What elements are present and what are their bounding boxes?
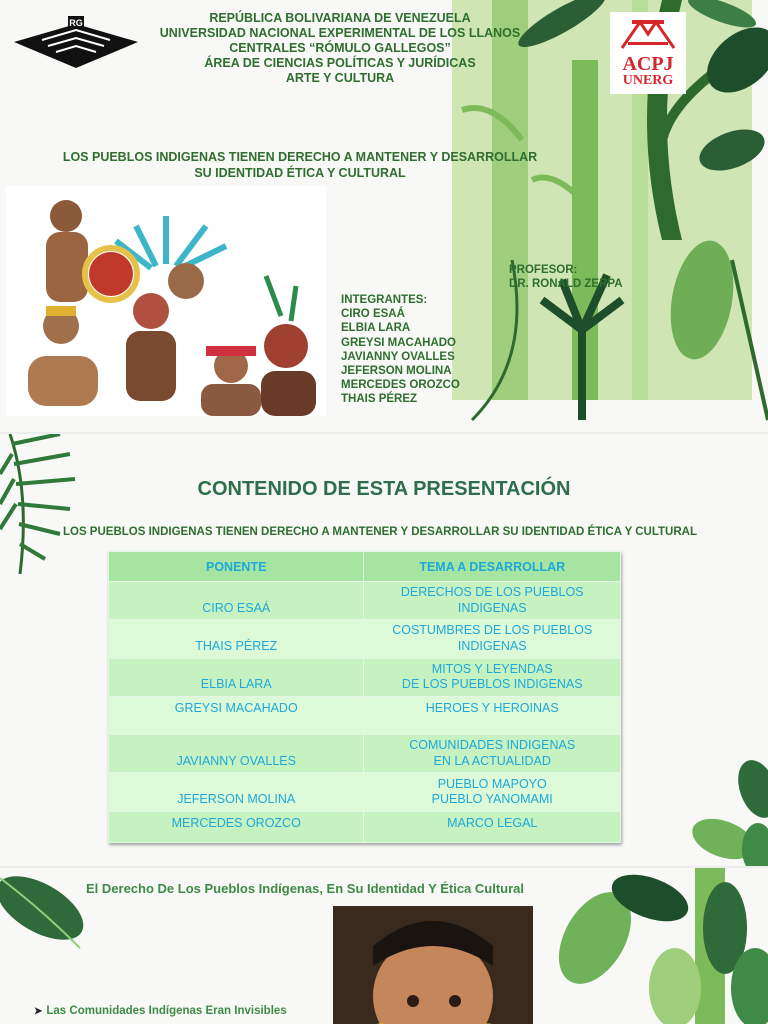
tema-cell [364, 811, 621, 842]
profesor-label: PROFESOR: [509, 264, 578, 276]
acpj-logo [610, 12, 686, 94]
contents-subtitle: LOS PUEBLOS INDIGENAS TIENEN DERECHO A MANTENER Y DESARROLLAR SU IDENTIDAD ÉTICA Y CULTURAL [62, 526, 698, 538]
tema-line: INDIGENAS [457, 638, 527, 653]
member-name: JAVIANNY OVALLES [341, 350, 455, 363]
acpj-acronym: ACPJ [622, 53, 674, 75]
leaf-icon [688, 759, 768, 866]
table-header-row [109, 552, 621, 582]
table-row [109, 696, 621, 734]
tema-line: HEROES Y HEROINAS [425, 700, 559, 715]
member-name: JEFERSON MOLINA [341, 365, 452, 378]
institution-header [140, 11, 540, 86]
acpj-logo-icon [618, 16, 678, 52]
column-header-ponente: PONENTE [109, 552, 364, 582]
ponente-cell: THAIS PÉREZ [109, 620, 364, 658]
tema-cell [364, 735, 621, 773]
table-row [109, 773, 621, 811]
member-name: MERCEDES OROZCO [341, 379, 460, 392]
indigenous-people-photo [6, 186, 326, 416]
tema-line: MARCO LEGAL [447, 815, 538, 830]
leaf-icon [0, 868, 100, 958]
tema-line: EN LA ACTUALIDAD [433, 753, 551, 768]
header-line: ÁREA DE CIENCIAS POLÍTICAS Y JURÍDICAS [204, 56, 476, 70]
leaf-icon [0, 434, 90, 574]
bullet-arrow-icon: ➤ [34, 1006, 43, 1017]
headline-line: SU IDENTIDAD ÉTICA Y CULTURAL [194, 166, 406, 180]
tema-cell [364, 658, 621, 696]
member-name: CIRO ESAÁ [341, 308, 405, 321]
column-header-tema: TEMA A DESARROLLAR [364, 552, 621, 582]
header-line: CENTRALES “RÓMULO GALLEGOS” [229, 41, 451, 55]
tema-cell [364, 696, 621, 734]
table-row [109, 620, 621, 658]
contents-table [108, 551, 621, 843]
acpj-institution: UNERG [622, 73, 674, 88]
integrantes-block [341, 293, 460, 407]
tema-line: PUEBLO MAPOYO [437, 776, 547, 791]
tema-line: INDIGENAS [457, 600, 527, 615]
tema-cell [364, 773, 621, 811]
svg-text:RG: RG [69, 18, 83, 28]
table-row [109, 658, 621, 696]
member-name: ELBIA LARA [341, 322, 411, 335]
ponente-cell: GREYSI MACAHADO [109, 696, 364, 734]
tema-line: MITOS Y LEYENDAS [431, 661, 553, 676]
tema-cell [364, 582, 621, 620]
header-line: REPÚBLICA BOLIVARIANA DE VENEZUELA [209, 11, 471, 25]
bullet-item [34, 1005, 287, 1017]
ponente-cell: ELBIA LARA [109, 658, 364, 696]
table-row [109, 582, 621, 620]
integrantes-label: INTEGRANTES: [341, 294, 428, 306]
slide-contents [0, 434, 768, 866]
rights-title: El Derecho De Los Pueblos Indígenas, En Su Identidad Y Ética Cultural [86, 881, 525, 896]
tema-cell [364, 620, 621, 658]
ponente-cell: MERCEDES OROZCO [109, 811, 364, 842]
header-line: UNIVERSIDAD NACIONAL EXPERIMENTAL DE LOS LLANOS [159, 26, 521, 40]
profesor-name: DR. RONALD ZERPA [509, 278, 623, 291]
leaf-icon [555, 868, 768, 1024]
ponente-cell: JAVIANNY OVALLES [109, 735, 364, 773]
ponente-cell: JEFERSON MOLINA [109, 773, 364, 811]
indigenous-girl-photo [333, 906, 533, 1024]
table-row [109, 811, 621, 842]
tema-line: PUEBLO YANOMAMI [431, 792, 553, 807]
profesor-block [509, 263, 623, 291]
tema-line: COSTUMBRES DE LOS PUEBLOS [392, 623, 593, 638]
headline-line: LOS PUEBLOS INDIGENAS TIENEN DERECHO A MANTENER Y DESARROLLAR [62, 150, 538, 164]
header-line: ARTE Y CULTURA [285, 71, 395, 85]
tema-line: DERECHOS DE LOS PUEBLOS [400, 585, 584, 600]
contents-title: CONTENIDO DE ESTA PRESENTACIÓN [197, 478, 571, 500]
table-row [109, 735, 621, 773]
ponente-cell: CIRO ESAÁ [109, 582, 364, 620]
tema-line: COMUNIDADES INDIGENAS [409, 738, 576, 753]
bullet-text: Las Comunidades Indígenas Eran Invisibles [46, 1005, 287, 1017]
member-name: THAIS PÉREZ [341, 393, 418, 406]
tema-line: DE LOS PUEBLOS INDIGENAS [401, 677, 583, 692]
university-logo-icon [12, 14, 140, 70]
cover-headline [30, 149, 570, 181]
slide-cover [0, 0, 768, 432]
member-name: GREYSI MACAHADO [341, 336, 457, 349]
slide-rights [0, 868, 768, 1024]
